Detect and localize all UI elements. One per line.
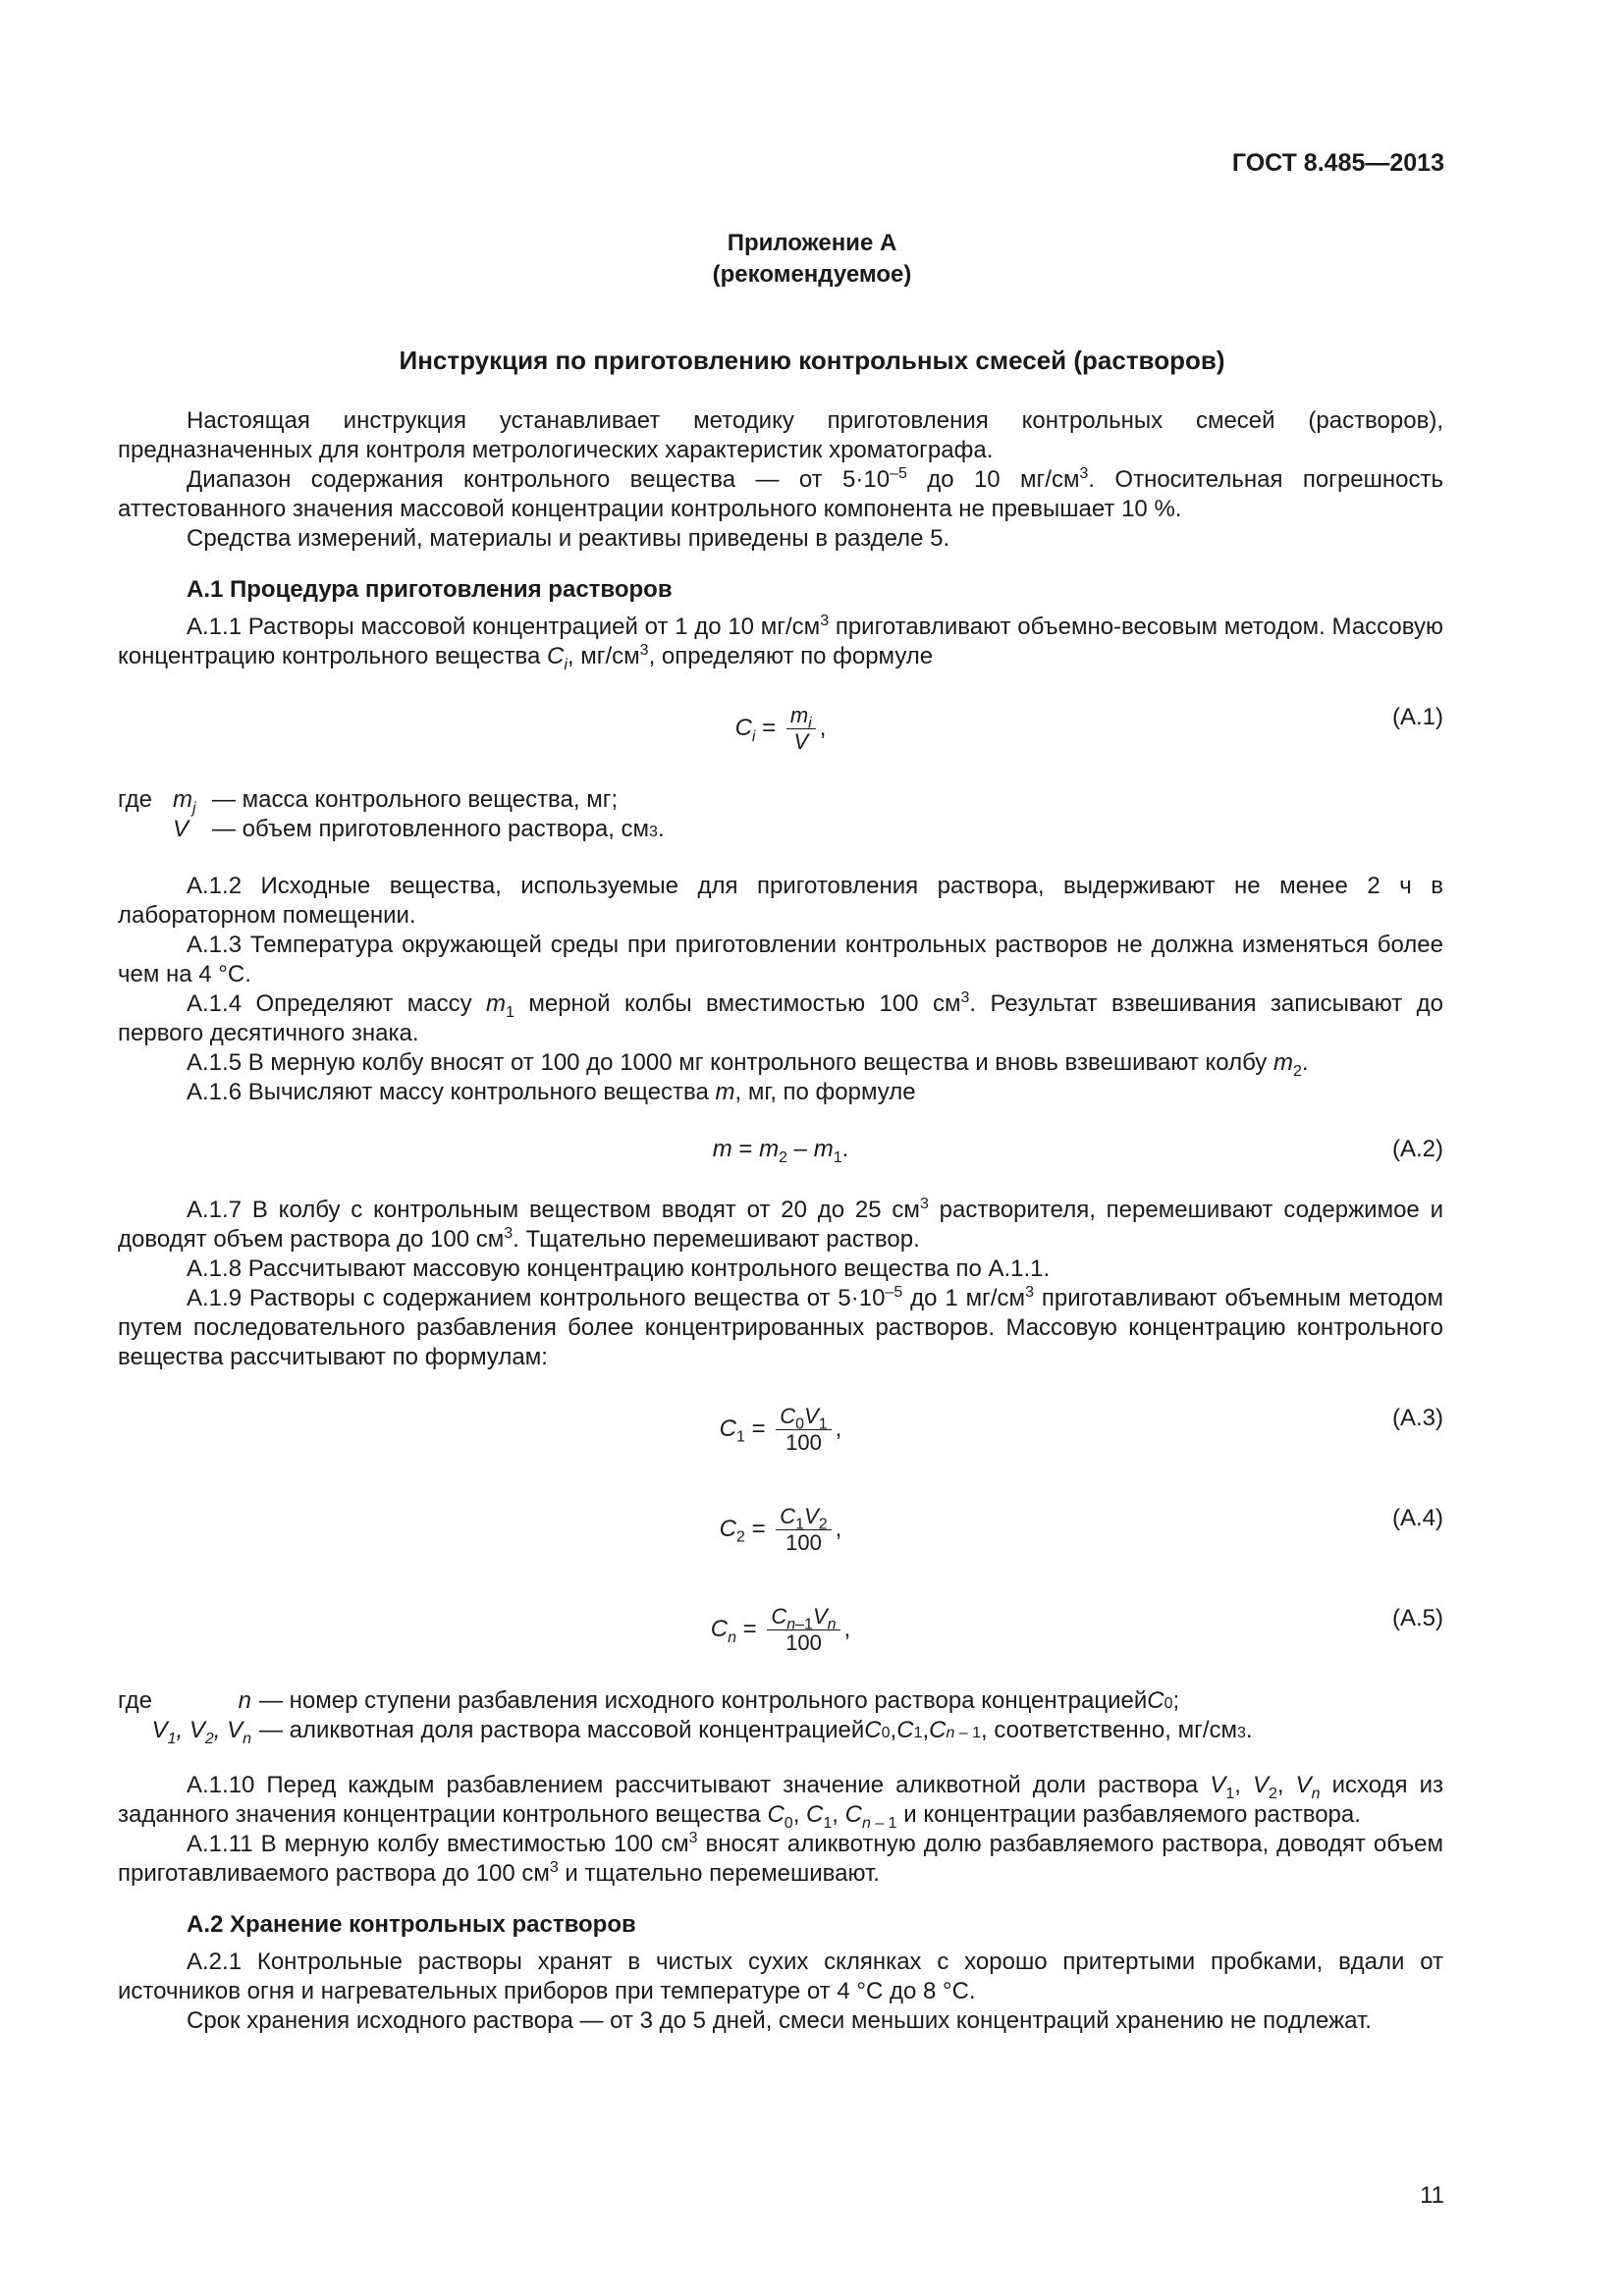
paragraph-a2-2: Срок хранения исходного раствора — от 3 до 5 дней, смеси меньших концентраций хранению не подлежат. bbox=[187, 2007, 1372, 2034]
section-a1-heading: А.1 Процедура приготовления растворов bbox=[187, 576, 673, 603]
document-id: ГОСТ 8.485—2013 bbox=[1231, 149, 1444, 177]
paragraph-a1-11: А.1.11 В мерную колбу вместимостью 100 $см^3$ вносят аликвотную долю разбавляемого раствора, доводят объем приготавливаемого раствора до 100 $см^3$ и тщательно перемешивают. bbox=[118, 1830, 1443, 1887]
formula-a5: $C_n$ = $\frac{C_{n-1}V_n}{100}$ , (А.5) bbox=[710, 1604, 1443, 1655]
formula-number: (А.4) bbox=[1391, 1505, 1443, 1531]
formula-a2: $m = m_2 - m_1$. (А.2) bbox=[712, 1136, 1443, 1166]
paragraph-a1-3: А.1.3 Температура окружающей среды при приготовлении контрольных растворов не должна изменяться более чем на 4 °С. bbox=[118, 932, 1443, 988]
formula-number: (А.3) bbox=[1391, 1405, 1443, 1431]
paragraph-a1-7: А.1.7 В колбу с контрольным веществом вводят от 20 до 25 $см^3$ растворителя, перемешивают содержимое и доводят объем раствора до 100 $см^3$. Тщательно перемешивают раствор. bbox=[118, 1196, 1444, 1253]
paragraph-a1-4: А.1.4 Определяют массу $m_1$ мерной колбы вместимостью 100 $см^3$. Результат взвешивания записывают до первого десятичного знака. bbox=[118, 989, 1443, 1046]
annex-block bbox=[0, 228, 1624, 291]
section-a2-heading: А.2 Хранение контрольных растворов bbox=[187, 1911, 636, 1938]
formula-a1-legend: где $m_j$ — масса контрольного вещества, мг; V — объем приготовленного раствора, см 3 . bbox=[118, 786, 665, 842]
paragraph-a2-1: А.2.1 Контрольные растворы хранят в чистых сухих склянках с хорошо притертыми пробками, вдали от источников огня и нагревательных приборов при температуре от 4 °С до 8 °С. bbox=[118, 1949, 1443, 2004]
paragraph-a1-9: А.1.9 Растворы с содержанием контрольного вещества от $5\cdot 10^{-5}$ до 1 $мг/см^3$ приготавливают объемным методом путем последовательного разбавления более концентрированных растворов. Массовую концентрацию контрольного вещества рассчитывают по формулам: bbox=[118, 1284, 1443, 1370]
formula-number: (А.5) bbox=[1391, 1605, 1443, 1631]
paragraph-a1-8: А.1.8 Рассчитывают массовую концентрацию контрольного вещества по А.1.1. bbox=[187, 1255, 1051, 1282]
paragraph-a1-5: А.1.5 В мерную колбу вносят от 100 до 1000 мг контрольного вещества и вновь взвешивают колбу $m_2$. bbox=[187, 1049, 1309, 1080]
formula-a5-legend: где n — номер ступени разбавления исходного контрольного раствора концентрацией C 0 ; $V_1$, $V_2$, $V_n$ — аликвотная доля раствора массовой концентрацией C 0 , C 1 , C n – 1 , соответственно, мг/см 3 . bbox=[118, 1687, 1253, 1747]
paragraph-a1-1: А.1.1 Растворы массовой концентрацией от 1 до 10 $мг/см^3$ приготавливают объемно-весовым методом. Массовую концентрацию контрольного вещества $C_i$, $мг/см^3$, определяют по формуле bbox=[118, 613, 1444, 673]
paragraph-a1-6: А.1.6 Вычисляют массу контрольного вещества m, мг, по формуле bbox=[187, 1079, 916, 1105]
intro-paragraph-2: Диапазон содержания контрольного вещества — от $5\cdot 10^{-5}$ до 10 $мг/см^3$. Относительная погрешность аттестованного значения массовой концентрации контрольного компонента не превышает 10 %. bbox=[118, 465, 1443, 522]
formula-number: (А.1) bbox=[1391, 704, 1443, 730]
formula-a3: $C_1$ = $\frac{C_0V_1}{100}$ , (А.3) bbox=[719, 1404, 1443, 1455]
annex-subtitle: (рекомендуемое) bbox=[712, 261, 912, 288]
paragraph-a1-2: А.1.2 Исходные вещества, используемые для приготовления раствора, выдерживают не менее 2 ч в лабораторном помещении. bbox=[118, 873, 1443, 929]
intro-paragraph-1: Настоящая инструкция устанавливает методику приготовления контрольных смесей (растворов), предназначенных для контроля метрологических характеристик хроматографа. bbox=[118, 407, 1443, 463]
formula-a1: $C_i$ = $\frac{m_i}{V}$ , (А.1) bbox=[734, 703, 1443, 754]
page-number: 11 bbox=[1420, 2182, 1444, 2209]
formula-number: (А.2) bbox=[1391, 1136, 1443, 1162]
document-body bbox=[118, 406, 1443, 2036]
instruction-title: Инструкция по приготовлению контрольных смесей (растворов) bbox=[399, 346, 1225, 375]
formula-a4: $C_2$ = $\frac{C_1V_2}{100}$ , (А.4) bbox=[719, 1504, 1443, 1555]
intro-paragraph-3: Средства измерений, материалы и реактивы приведены в разделе 5. bbox=[187, 525, 950, 552]
annex-title: Приложение А bbox=[727, 230, 897, 256]
paragraph-a1-10: А.1.10 Перед каждым разбавлением рассчитывают значение аликвотной доли раствора $V_1$, $V_2$, $V_n$ исходя из заданного значения концентрации контрольного вещества $C_0$, $C_1$, $C_{n - 1}$ и концентрации разбавляемого раствора. bbox=[118, 1772, 1443, 1832]
